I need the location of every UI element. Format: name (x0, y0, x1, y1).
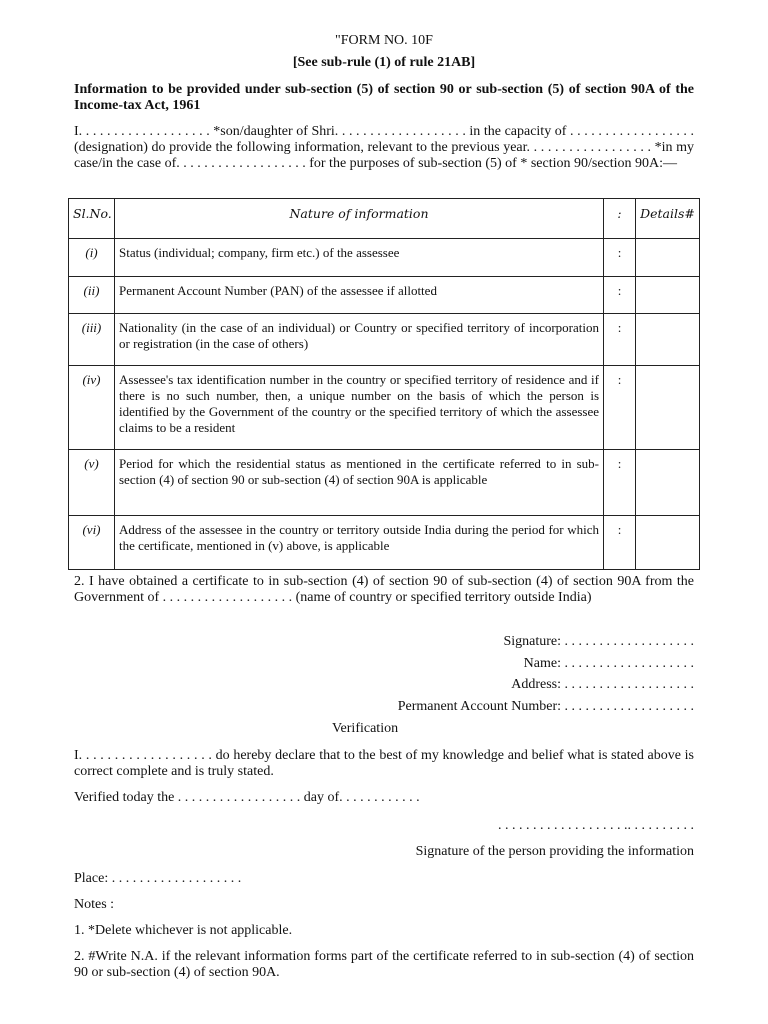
intro-paragraph: I. . . . . . . . . . . . . . . . . . . *son/daughter of Shri. . . . . . . . . . . . . . . . . . . in the capacity of . . . . . . . . . . . . . . . . . . (designation) do provide the following information, relevant to the previous year. . . . . . . . . . . . . . . . . . *in my case/in the case of. . . . . . . . . . . . . . . . . . . for the purposes of sub-section (5) of * section 90/section 90A:— (74, 124, 694, 171)
table-header-row (69, 199, 700, 239)
table-row (69, 239, 700, 277)
table-row (69, 277, 700, 314)
row-details-field[interactable] (636, 516, 700, 570)
row-nature: Status (individual; company, firm etc.) of the assessee (115, 239, 604, 277)
table-row (69, 366, 700, 450)
row-nature: Address of the assessee in the country or territory outside India during the period for which the certificate, mentioned in (v) above, is applicable (115, 516, 604, 570)
name-field[interactable]: Name: . . . . . . . . . . . . . . . . . . . (523, 656, 694, 671)
signature-field[interactable]: Signature: . . . . . . . . . . . . . . . . . . . (503, 634, 694, 649)
row-details-field[interactable] (636, 239, 700, 277)
verification-heading: Verification (332, 721, 399, 736)
header-colon: : (604, 199, 636, 239)
address-field[interactable]: Address: . . . . . . . . . . . . . . . . . . . (511, 677, 694, 692)
information-table (68, 198, 700, 570)
row-nature: Period for which the residential status as mentioned in the certificate referred to in sub-section (4) of section 90 or sub-section (4) of section 90A is applicable (115, 450, 604, 516)
row-nature: Nationality (in the case of an individual) or Country or specified territory of incorporation or registration (in the case of others) (115, 314, 604, 366)
row-details-field[interactable] (636, 277, 700, 314)
notes-heading: Notes : (74, 897, 115, 912)
row-sl-no: (i) (69, 239, 115, 277)
table-row (69, 450, 700, 516)
row-sl-no: (iv) (69, 366, 115, 450)
row-colon: : (604, 277, 636, 314)
pan-field[interactable]: Permanent Account Number: . . . . . . . . . . . . . . . . . . . (397, 699, 694, 714)
row-sl-no: (v) (69, 450, 115, 516)
header-nature: Nature of information (115, 199, 604, 239)
form-title: "FORM NO. 10F (335, 33, 433, 48)
form-heading: Information to be provided under sub-section (5) of section 90 or sub-section (5) of section 90A of the Income-tax Act, 1961 (74, 82, 694, 113)
header-sl-no: Sl.No. (69, 199, 115, 239)
row-colon: : (604, 450, 636, 516)
certificate-paragraph: 2. I have obtained a certificate to in sub-section (4) of section 90 of sub-section (4) of section 90A from the Government of . . . . . . . . . . . . . . . . . . . (name of country or specified territory outside India) (74, 574, 694, 605)
signature-caption: Signature of the person providing the information (415, 844, 694, 859)
row-details-field[interactable] (636, 450, 700, 516)
row-colon: : (604, 516, 636, 570)
signature-dotted-line[interactable]: . . . . . . . . . . . . . . . . . . .. . . . . . . . . . (498, 818, 694, 833)
row-colon: : (604, 314, 636, 366)
row-details-field[interactable] (636, 314, 700, 366)
note-2: 2. #Write N.A. if the relevant information forms part of the certificate referred to in sub-section (4) of section 90 or sub-section (4) of section 90A. (74, 949, 694, 980)
row-sl-no: (vi) (69, 516, 115, 570)
row-sl-no: (iii) (69, 314, 115, 366)
verified-date-line[interactable]: Verified today the . . . . . . . . . . . . . . . . . . day of. . . . . . . . . . . . (74, 790, 420, 805)
header-details: Details# (636, 199, 700, 239)
row-colon: : (604, 239, 636, 277)
row-nature: Permanent Account Number (PAN) of the assessee if allotted (115, 277, 604, 314)
table-row (69, 516, 700, 570)
row-nature: Assessee's tax identification number in the country or specified territory of residence and if there is no such number, then, a unique number on the basis of which the person is identified by the Government of the country or the specified territory of which the assessee claims to be a resident (115, 366, 604, 450)
note-1: 1. *Delete whichever is not applicable. (74, 923, 293, 938)
row-colon: : (604, 366, 636, 450)
declaration-paragraph: I. . . . . . . . . . . . . . . . . . . do hereby declare that to the best of my knowledge and belief what is stated above is correct complete and is truly stated. (74, 748, 694, 779)
sub-rule-reference: [See sub-rule (1) of rule 21AB] (292, 55, 476, 70)
table-row (69, 314, 700, 366)
row-details-field[interactable] (636, 366, 700, 450)
row-sl-no: (ii) (69, 277, 115, 314)
place-field[interactable]: Place: . . . . . . . . . . . . . . . . . . . (74, 871, 242, 886)
